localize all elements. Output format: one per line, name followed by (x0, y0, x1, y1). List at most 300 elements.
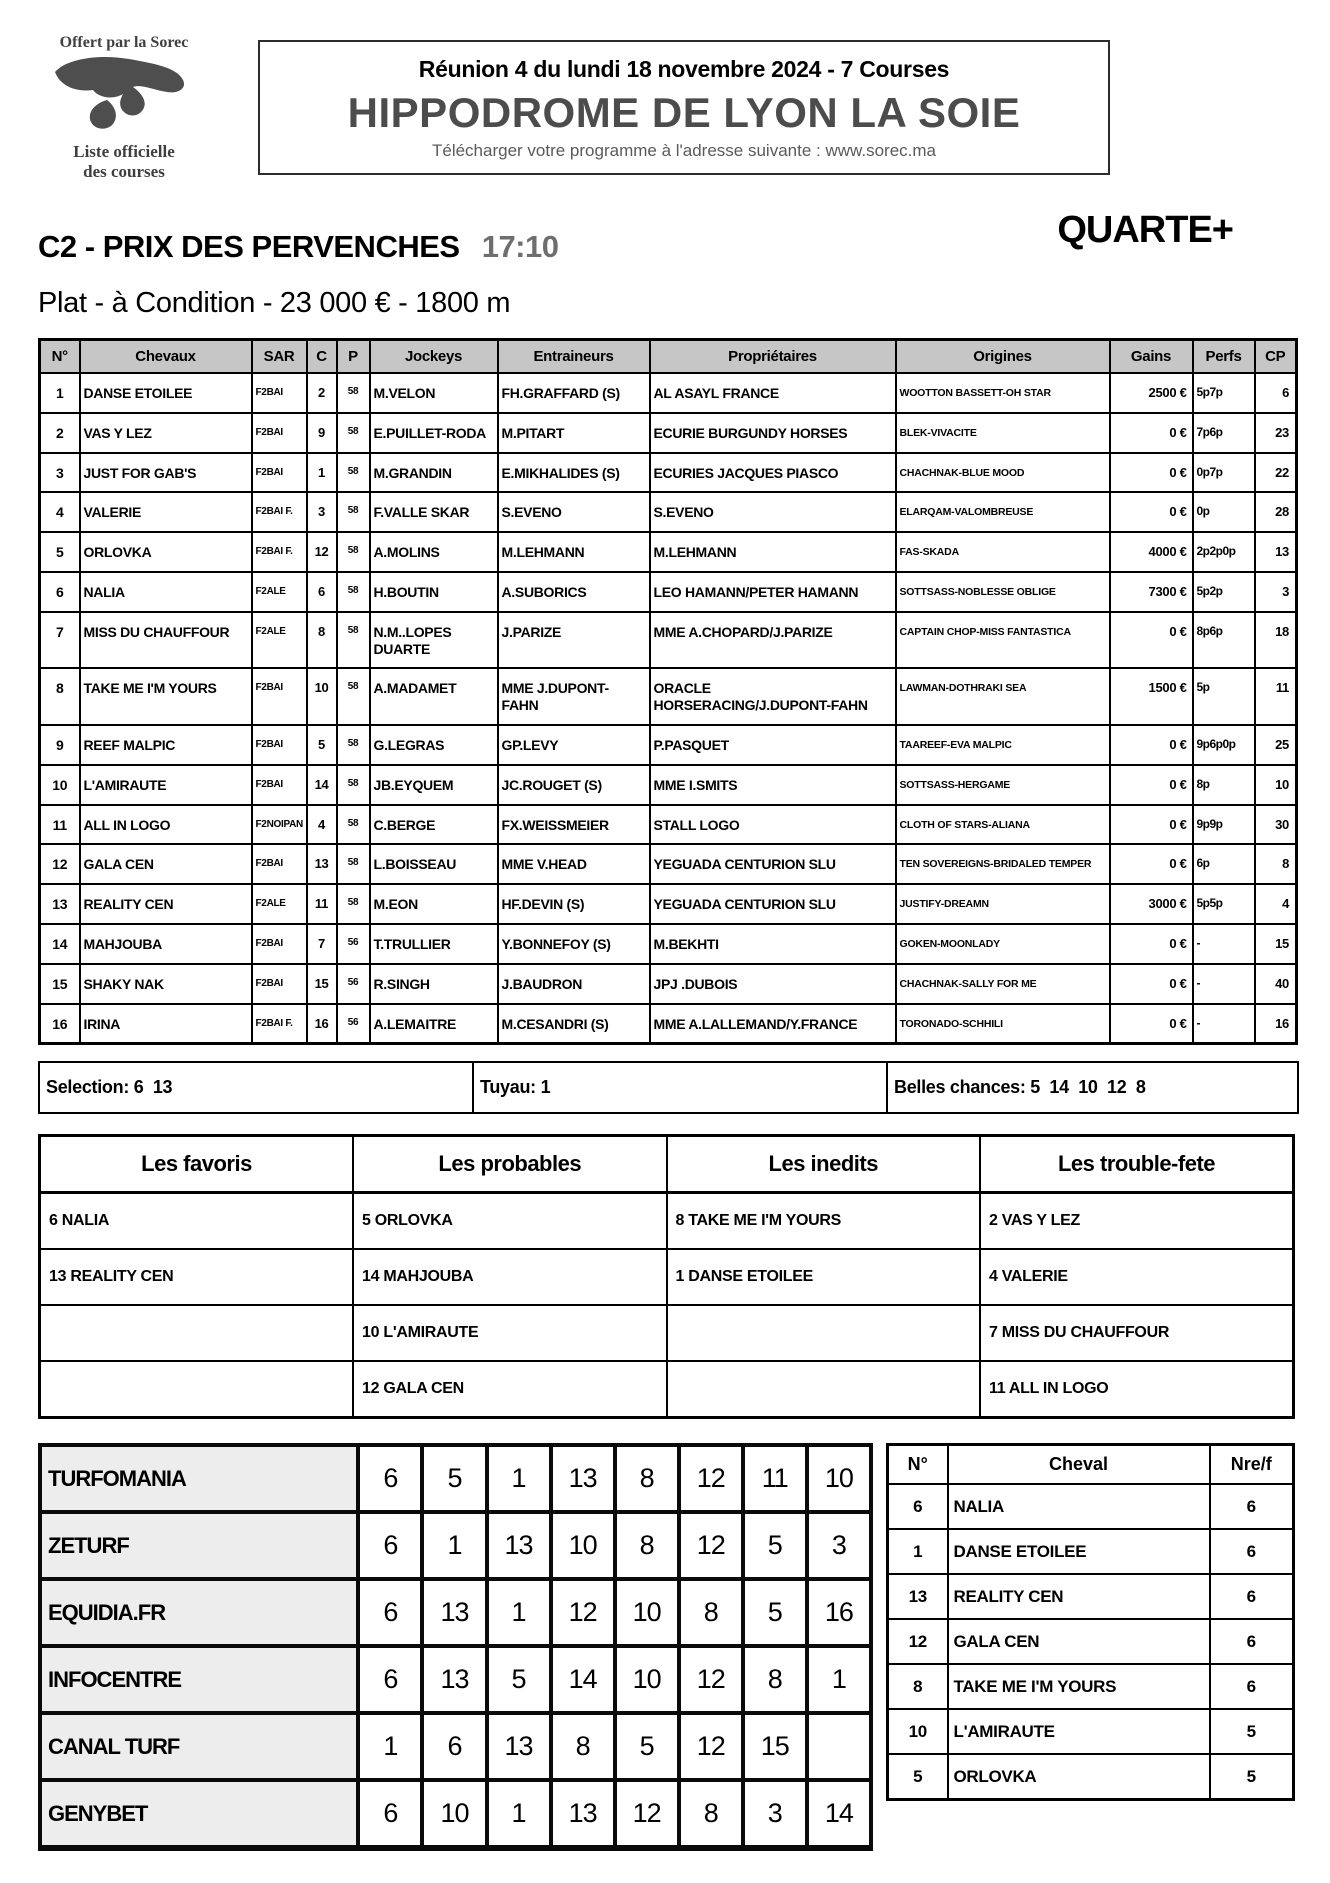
runner-cp: 28 (1255, 492, 1297, 532)
pronostics-favoris-entry (40, 1361, 354, 1418)
runner-number: 15 (40, 964, 80, 1004)
runner-origins: FAS-SKADA (896, 532, 1110, 572)
runner-row (40, 572, 1297, 612)
synthesis-horse-name: NALIA (948, 1484, 1210, 1529)
runner-horse-name: DANSE ETOILEE (80, 373, 252, 413)
runner-jockey: C.BERGE (370, 805, 498, 845)
runner-trainer: JC.ROUGET (S) (498, 765, 650, 805)
runner-number: 5 (40, 532, 80, 572)
press-pick: 8 (615, 1512, 679, 1579)
press-pick: 1 (422, 1512, 486, 1579)
runner-cp: 4 (1255, 884, 1297, 924)
synthesis-number: 1 (888, 1529, 948, 1574)
runner-cp: 16 (1255, 1004, 1297, 1044)
runner-earnings: 7300 € (1110, 572, 1193, 612)
press-row (40, 1780, 871, 1848)
synthesis-row (888, 1484, 1294, 1529)
pronostics-inedits-entry (667, 1305, 981, 1361)
col-header-cheval: Chevaux (80, 340, 252, 374)
runner-row (40, 532, 1297, 572)
press-source: EQUIDIA.FR (40, 1579, 358, 1646)
synthesis-count: 5 (1210, 1754, 1294, 1800)
runner-earnings: 0 € (1110, 924, 1193, 964)
runner-trainer: MME J.DUPONT-FAHN (498, 668, 650, 725)
synthesis-header-row (888, 1445, 1294, 1485)
pronostics-probables-entry: 10 L'AMIRAUTE (353, 1305, 667, 1361)
synthesis-count: 6 (1210, 1664, 1294, 1709)
runner-trainer: FH.GRAFFARD (S) (498, 373, 650, 413)
press-source: GENYBET (40, 1780, 358, 1848)
runner-perfs: 5p7p (1193, 373, 1255, 413)
hippodrome-name: HIPPODROME DE LYON LA SOIE (347, 89, 1021, 136)
runner-perfs: 9p6p0p (1193, 725, 1255, 765)
runner-cp: 23 (1255, 413, 1297, 453)
synthesis-horse-name: DANSE ETOILEE (948, 1529, 1210, 1574)
runner-number: 7 (40, 612, 80, 669)
runner-origins: BLEK-VIVACITE (896, 413, 1110, 453)
runner-earnings: 0 € (1110, 453, 1193, 493)
runner-horse-name: IRINA (80, 1004, 252, 1044)
press-pick: 5 (743, 1512, 807, 1579)
runner-sar: F2BAI (252, 765, 307, 805)
press-pick: 6 (358, 1512, 422, 1579)
runner-draw: 14 (307, 765, 337, 805)
runner-weight: 58 (337, 725, 370, 765)
pronostics-favoris-entry: 6 NALIA (40, 1193, 354, 1250)
col-header-n: N° (40, 340, 80, 374)
runner-sar: F2BAI (252, 844, 307, 884)
press-pick: 8 (743, 1646, 807, 1713)
press-pick: 8 (615, 1445, 679, 1512)
page-header (38, 34, 1295, 181)
runner-number: 3 (40, 453, 80, 493)
runner-weight: 58 (337, 492, 370, 532)
runner-sar: F2BAI (252, 373, 307, 413)
press-source: CANAL TURF (40, 1713, 358, 1780)
runner-number: 4 (40, 492, 80, 532)
runner-row (40, 805, 1297, 845)
press-pick: 3 (807, 1512, 871, 1579)
runner-earnings: 4000 € (1110, 532, 1193, 572)
runner-earnings: 0 € (1110, 612, 1193, 669)
runner-draw: 4 (307, 805, 337, 845)
runner-jockey: E.PUILLET-RODA (370, 413, 498, 453)
runner-origins: CHACHNAK-BLUE MOOD (896, 453, 1110, 493)
pronostics-header-favoris: Les favoris (40, 1136, 354, 1193)
synthesis-number: 12 (888, 1619, 948, 1664)
pronostics-trouble-fete-entry: 11 ALL IN LOGO (980, 1361, 1294, 1418)
press-source: TURFOMANIA (40, 1445, 358, 1512)
runner-draw: 3 (307, 492, 337, 532)
runner-owner: YEGUADA CENTURION SLU (650, 884, 896, 924)
runner-row (40, 964, 1297, 1004)
runner-draw: 9 (307, 413, 337, 453)
runner-perfs: 8p6p (1193, 612, 1255, 669)
pronostics-trouble-fete-entry: 4 VALERIE (980, 1249, 1294, 1305)
runner-jockey: M.VELON (370, 373, 498, 413)
runner-number: 13 (40, 884, 80, 924)
press-pick: 6 (358, 1445, 422, 1512)
runner-draw: 1 (307, 453, 337, 493)
runner-jockey: R.SINGH (370, 964, 498, 1004)
runner-weight: 58 (337, 765, 370, 805)
runner-weight: 58 (337, 805, 370, 845)
press-pick: 6 (358, 1579, 422, 1646)
runner-number: 8 (40, 668, 80, 725)
runner-trainer: M.PITART (498, 413, 650, 453)
belles-chances-cell: Belles chances: 5 14 10 12 8 (894, 1077, 1146, 1098)
col-header-sar: SAR (252, 340, 307, 374)
pronostics-row (40, 1361, 1294, 1418)
race-time: 17:10 (481, 229, 559, 265)
runner-sar: F2BAI F. (252, 532, 307, 572)
runner-jockey: N.M..LOPES DUARTE (370, 612, 498, 669)
logo-caption-bottom: Liste officielle des courses (73, 142, 175, 181)
runner-weight: 58 (337, 373, 370, 413)
press-pick: 15 (743, 1713, 807, 1780)
runner-cp: 8 (1255, 844, 1297, 884)
runner-draw: 7 (307, 924, 337, 964)
press-pick: 10 (615, 1579, 679, 1646)
runner-row (40, 1004, 1297, 1044)
runner-owner: P.PASQUET (650, 725, 896, 765)
synthesis-horse-name: ORLOVKA (948, 1754, 1210, 1800)
runner-jockey: H.BOUTIN (370, 572, 498, 612)
runner-cp: 13 (1255, 532, 1297, 572)
press-pick: 8 (679, 1579, 743, 1646)
press-pick: 10 (807, 1445, 871, 1512)
runner-jockey: M.EON (370, 884, 498, 924)
runner-weight: 56 (337, 924, 370, 964)
synthesis-count: 5 (1210, 1709, 1294, 1754)
pronostics-trouble-fete-entry: 2 VAS Y LEZ (980, 1193, 1294, 1250)
runner-owner: STALL LOGO (650, 805, 896, 845)
runner-row (40, 413, 1297, 453)
synthesis-horse-name: REALITY CEN (948, 1574, 1210, 1619)
press-row (40, 1445, 871, 1512)
pronostics-row (40, 1193, 1294, 1250)
pronostics-trouble-fete-entry: 7 MISS DU CHAUFFOUR (980, 1305, 1294, 1361)
press-pick: 13 (551, 1445, 615, 1512)
runner-cp: 11 (1255, 668, 1297, 725)
runner-number: 14 (40, 924, 80, 964)
logo-caption-top: Offert par la Sorec (59, 34, 189, 51)
runner-origins: TAAREEF-EVA MALPIC (896, 725, 1110, 765)
runner-draw: 12 (307, 532, 337, 572)
runner-horse-name: VAS Y LEZ (80, 413, 252, 453)
synthesis-row (888, 1709, 1294, 1754)
runner-trainer: HF.DEVIN (S) (498, 884, 650, 924)
pronostics-table (38, 1134, 1295, 1419)
runner-origins: SOTTSASS-HERGAME (896, 765, 1110, 805)
press-pick: 1 (487, 1579, 551, 1646)
runner-sar: F2BAI (252, 668, 307, 725)
runner-number: 6 (40, 572, 80, 612)
runner-weight: 58 (337, 612, 370, 669)
press-pick: 8 (679, 1780, 743, 1848)
press-pick: 13 (551, 1780, 615, 1848)
runner-jockey: F.VALLE SKAR (370, 492, 498, 532)
runner-earnings: 1500 € (1110, 668, 1193, 725)
runner-row (40, 765, 1297, 805)
runner-jockey: JB.EYQUEM (370, 765, 498, 805)
download-hint: Télécharger votre programme à l'adresse suivante : www.sorec.ma (431, 141, 936, 160)
pronostics-inedits-entry: 1 DANSE ETOILEE (667, 1249, 981, 1305)
runner-number: 11 (40, 805, 80, 845)
press-pick: 6 (358, 1780, 422, 1848)
runner-trainer: Y.BONNEFOY (S) (498, 924, 650, 964)
press-pick: 12 (679, 1713, 743, 1780)
runner-sar: F2ALE (252, 612, 307, 669)
runner-row (40, 725, 1297, 765)
press-source: ZETURF (40, 1512, 358, 1579)
runner-number: 12 (40, 844, 80, 884)
runner-perfs: 5p5p (1193, 884, 1255, 924)
runner-sar: F2BAI F. (252, 1004, 307, 1044)
runner-origins: CHACHNAK-SALLY FOR ME (896, 964, 1110, 1004)
runner-horse-name: SHAKY NAK (80, 964, 252, 1004)
runner-weight: 58 (337, 532, 370, 572)
press-pick: 12 (679, 1646, 743, 1713)
runner-earnings: 3000 € (1110, 884, 1193, 924)
runner-trainer: GP.LEVY (498, 725, 650, 765)
press-pick: 10 (551, 1512, 615, 1579)
synthesis-table (886, 1443, 1295, 1801)
runner-weight: 58 (337, 668, 370, 725)
runner-horse-name: NALIA (80, 572, 252, 612)
runner-weight: 58 (337, 884, 370, 924)
runner-horse-name: L'AMIRAUTE (80, 765, 252, 805)
runner-trainer: M.CESANDRI (S) (498, 1004, 650, 1044)
runner-draw: 5 (307, 725, 337, 765)
press-pick: 1 (487, 1780, 551, 1848)
press-pick: 11 (743, 1445, 807, 1512)
press-pick: 13 (487, 1512, 551, 1579)
runner-trainer: S.EVENO (498, 492, 650, 532)
race-title-row (38, 209, 1295, 265)
runner-owner: ECURIE BURGUNDY HORSES (650, 413, 896, 453)
pronostics-header-probables: Les probables (353, 1136, 667, 1193)
col-header-jockey: Jockeys (370, 340, 498, 374)
press-pick: 5 (422, 1445, 486, 1512)
bottom-section (38, 1443, 1295, 1851)
race-conditions: Plat - à Condition - 23 000 € - 1800 m (38, 287, 511, 320)
race-title (38, 229, 559, 265)
synthesis-horse-name: L'AMIRAUTE (948, 1709, 1210, 1754)
runner-draw: 16 (307, 1004, 337, 1044)
runner-weight: 58 (337, 453, 370, 493)
runner-jockey: G.LEGRAS (370, 725, 498, 765)
runner-origins: GOKEN-MOONLADY (896, 924, 1110, 964)
press-row (40, 1512, 871, 1579)
press-source: INFOCENTRE (40, 1646, 358, 1713)
runner-sar: F2ALE (252, 572, 307, 612)
runner-draw: 6 (307, 572, 337, 612)
col-header-origine: Origines (896, 340, 1110, 374)
runner-owner: JPJ .DUBOIS (650, 964, 896, 1004)
runner-earnings: 0 € (1110, 492, 1193, 532)
runner-sar: F2BAI (252, 413, 307, 453)
runner-horse-name: ALL IN LOGO (80, 805, 252, 845)
runner-perfs: 7p6p (1193, 413, 1255, 453)
runner-cp: 30 (1255, 805, 1297, 845)
runner-trainer: A.SUBORICS (498, 572, 650, 612)
runner-row (40, 373, 1297, 413)
runner-trainer: J.PARIZE (498, 612, 650, 669)
runner-cp: 25 (1255, 725, 1297, 765)
synthesis-count: 6 (1210, 1529, 1294, 1574)
runner-owner: MME A.CHOPARD/J.PARIZE (650, 612, 896, 669)
runner-origins: ELARQAM-VALOMBREUSE (896, 492, 1110, 532)
col-header-proprietaire: Propriétaires (650, 340, 896, 374)
runner-origins: TORONADO-SCHHILI (896, 1004, 1110, 1044)
press-pick: 14 (551, 1646, 615, 1713)
meeting-header-box (258, 40, 1110, 175)
press-pick: 14 (807, 1780, 871, 1848)
runner-horse-name: REALITY CEN (80, 884, 252, 924)
runner-owner: S.EVENO (650, 492, 896, 532)
runners-table (38, 338, 1298, 1045)
race-name: PRIX DES PERVENCHES (102, 229, 460, 265)
runner-perfs: 5p2p (1193, 572, 1255, 612)
runner-sar: F2BAI (252, 924, 307, 964)
runner-perfs: - (1193, 964, 1255, 1004)
runner-earnings: 2500 € (1110, 373, 1193, 413)
runner-weight: 56 (337, 964, 370, 1004)
runner-jockey: T.TRULLIER (370, 924, 498, 964)
runner-trainer: J.BAUDRON (498, 964, 650, 1004)
press-picks-table (38, 1443, 873, 1851)
synthesis-number: 6 (888, 1484, 948, 1529)
runner-weight: 56 (337, 1004, 370, 1044)
runner-sar: F2BAI (252, 725, 307, 765)
runner-trainer: MME V.HEAD (498, 844, 650, 884)
runner-origins: JUSTIFY-DREAMN (896, 884, 1110, 924)
runner-sar: F2BAI F. (252, 492, 307, 532)
synthesis-number: 13 (888, 1574, 948, 1619)
runner-origins: TEN SOVEREIGNS-BRIDALED TEMPER (896, 844, 1110, 884)
press-pick: 8 (551, 1713, 615, 1780)
runner-weight: 58 (337, 572, 370, 612)
runner-perfs: - (1193, 924, 1255, 964)
runner-owner: MME A.LALLEMAND/Y.FRANCE (650, 1004, 896, 1044)
runner-earnings: 0 € (1110, 805, 1193, 845)
runner-draw: 13 (307, 844, 337, 884)
press-pick: 12 (615, 1780, 679, 1848)
runner-draw: 8 (307, 612, 337, 669)
press-pick: 13 (422, 1579, 486, 1646)
runner-cp: 3 (1255, 572, 1297, 612)
press-pick: 6 (358, 1646, 422, 1713)
col-header-gains: Gains (1110, 340, 1193, 374)
press-pick: 5 (615, 1713, 679, 1780)
runner-earnings: 0 € (1110, 765, 1193, 805)
runner-cp: 18 (1255, 612, 1297, 669)
synthesis-horse-name: GALA CEN (948, 1619, 1210, 1664)
runner-horse-name: ORLOVKA (80, 532, 252, 572)
runner-origins: WOOTTON BASSETT-OH STAR (896, 373, 1110, 413)
runner-earnings: 0 € (1110, 413, 1193, 453)
press-pick: 5 (487, 1646, 551, 1713)
synthesis-header-cheval: Cheval (948, 1445, 1210, 1485)
pronostics-inedits-entry: 8 TAKE ME I'M YOURS (667, 1193, 981, 1250)
runner-sar: F2ALE (252, 884, 307, 924)
runner-horse-name: VALERIE (80, 492, 252, 532)
runner-sar: F2NOIPAN (252, 805, 307, 845)
runner-earnings: 0 € (1110, 844, 1193, 884)
runner-jockey: A.MADAMET (370, 668, 498, 725)
runner-owner: YEGUADA CENTURION SLU (650, 844, 896, 884)
synthesis-row (888, 1574, 1294, 1619)
synthesis-row (888, 1754, 1294, 1800)
runner-origins: LAWMAN-DOTHRAKI SEA (896, 668, 1110, 725)
press-pick: 10 (615, 1646, 679, 1713)
runner-trainer: M.LEHMANN (498, 532, 650, 572)
synthesis-count: 6 (1210, 1574, 1294, 1619)
runner-weight: 58 (337, 413, 370, 453)
pronostics-inedits-entry (667, 1361, 981, 1418)
selection-bar (38, 1061, 1299, 1114)
pronostics-probables-entry: 12 GALA CEN (353, 1361, 667, 1418)
runner-sar: F2BAI (252, 964, 307, 1004)
runner-row (40, 924, 1297, 964)
runner-row (40, 453, 1297, 493)
synthesis-header-n: N° (888, 1445, 948, 1485)
runner-jockey: A.LEMAITRE (370, 1004, 498, 1044)
press-pick: 12 (551, 1579, 615, 1646)
col-header-perfs: Perfs (1193, 340, 1255, 374)
runner-number: 16 (40, 1004, 80, 1044)
synthesis-header-nref: Nre/f (1210, 1445, 1294, 1485)
pronostics-header-trouble-fete: Les trouble-fete (980, 1136, 1294, 1193)
runner-owner: MME I.SMITS (650, 765, 896, 805)
pronostics-row (40, 1249, 1294, 1305)
runner-trainer: E.MIKHALIDES (S) (498, 453, 650, 493)
press-pick: 5 (743, 1579, 807, 1646)
runner-jockey: A.MOLINS (370, 532, 498, 572)
runner-number: 9 (40, 725, 80, 765)
pronostics-row (40, 1305, 1294, 1361)
horse-icon (49, 54, 199, 140)
runner-origins: CLOTH OF STARS-ALIANA (896, 805, 1110, 845)
pronostics-favoris-entry: 13 REALITY CEN (40, 1249, 354, 1305)
synthesis-number: 8 (888, 1664, 948, 1709)
runner-perfs: 0p7p (1193, 453, 1255, 493)
bet-type-label: QUARTE+ (1057, 209, 1233, 252)
press-row (40, 1713, 871, 1780)
runner-weight: 58 (337, 844, 370, 884)
sorec-logo (38, 34, 210, 181)
synthesis-row (888, 1664, 1294, 1709)
press-pick: 3 (743, 1780, 807, 1848)
pronostics-probables-entry: 14 MAHJOUBA (353, 1249, 667, 1305)
runner-jockey: L.BOISSEAU (370, 844, 498, 884)
runner-perfs: 0p (1193, 492, 1255, 532)
runner-horse-name: REEF MALPIC (80, 725, 252, 765)
runner-owner: ORACLE HORSERACING/J.DUPONT-FAHN (650, 668, 896, 725)
press-pick: 1 (807, 1646, 871, 1713)
pronostics-header-inedits: Les inedits (667, 1136, 981, 1193)
col-header-cp: CP (1255, 340, 1297, 374)
col-header-c: C (307, 340, 337, 374)
press-pick: 12 (679, 1445, 743, 1512)
runner-horse-name: TAKE ME I'M YOURS (80, 668, 252, 725)
runner-perfs: 2p2p0p (1193, 532, 1255, 572)
press-pick: 16 (807, 1579, 871, 1646)
runner-perfs: 8p (1193, 765, 1255, 805)
press-pick: 13 (487, 1713, 551, 1780)
pronostics-probables-entry: 5 ORLOVKA (353, 1193, 667, 1250)
